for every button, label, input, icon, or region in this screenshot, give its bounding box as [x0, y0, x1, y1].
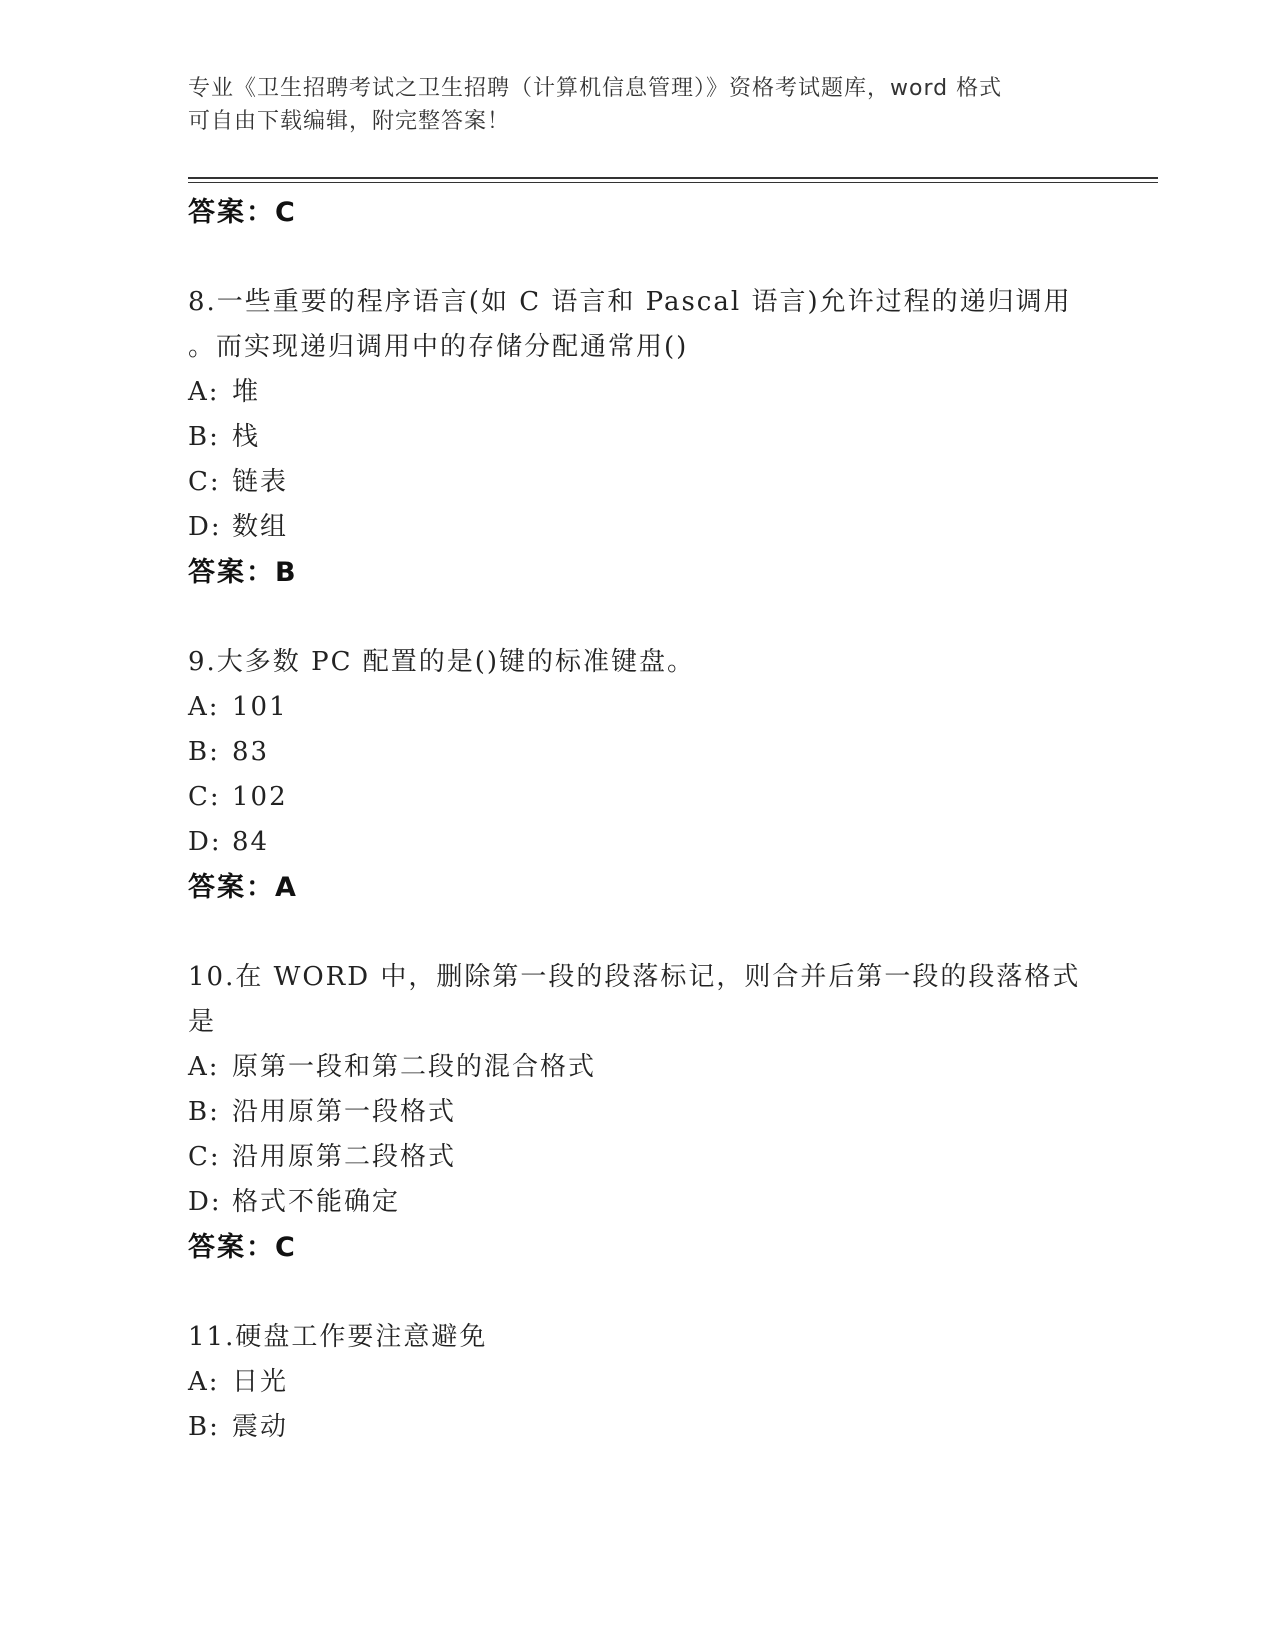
option-text: 原第一段和第二段的混合格式 [232, 1052, 597, 1082]
option-text: 102 [232, 782, 288, 812]
header-line-2: 可自由下载编辑，附完整答案！ [188, 109, 511, 134]
option-text: 格式不能确定 [232, 1187, 401, 1217]
question-stem-line: 是 [188, 1007, 217, 1037]
option-letter: A: [188, 377, 220, 407]
question-list [188, 190, 1088, 1450]
header-divider-thin [188, 182, 1158, 183]
question-stem-line: 9.大多数 PC 配置的是()键的标准键盘。 [188, 647, 696, 677]
question-stem-line: 。而实现递归调用中的存储分配通常用() [188, 332, 689, 362]
option-d [188, 1180, 1088, 1225]
option-letter: A: [188, 1052, 220, 1082]
option-a [188, 370, 1088, 415]
option-text: 栈 [232, 422, 261, 452]
option-letter: D: [188, 1187, 222, 1217]
option-b [188, 1405, 1088, 1450]
answer-10 [188, 1225, 1088, 1271]
question-stem-line: 11.硬盘工作要注意避免 [188, 1322, 488, 1352]
option-b [188, 730, 1088, 775]
option-text: 101 [232, 692, 288, 722]
question-stem [188, 1315, 1088, 1360]
option-letter: B: [188, 1097, 220, 1127]
option-c [188, 1135, 1088, 1180]
option-letter: D: [188, 827, 222, 857]
document-header [188, 72, 1088, 138]
option-letter: B: [188, 1412, 220, 1442]
option-letter: A: [188, 692, 220, 722]
option-text: 日光 [232, 1367, 289, 1397]
question-9 [188, 640, 1088, 911]
answer-value: A [275, 872, 296, 903]
option-text: 数组 [232, 512, 289, 542]
option-letter: A: [188, 1367, 220, 1397]
answer-value: C [275, 1232, 295, 1263]
question-11 [188, 1315, 1088, 1450]
option-text: 链表 [232, 467, 289, 497]
header-line-1: 专业《卫生招聘考试之卫生招聘（计算机信息管理）》资格考试题库，word 格式 [188, 76, 1003, 101]
question-stem [188, 280, 1088, 370]
option-text: 83 [232, 737, 270, 767]
answer-value: B [275, 557, 296, 588]
option-d [188, 820, 1088, 865]
option-c [188, 460, 1088, 505]
option-text: 震动 [232, 1412, 289, 1442]
option-text: 沿用原第一段格式 [232, 1097, 457, 1127]
question-10 [188, 955, 1088, 1271]
answer-value: C [275, 197, 295, 228]
question-stem [188, 640, 1088, 685]
option-a [188, 685, 1088, 730]
option-text: 堆 [232, 377, 261, 407]
option-letter: B: [188, 422, 220, 452]
option-c [188, 775, 1088, 820]
option-letter: B: [188, 737, 220, 767]
answer-7 [188, 190, 1088, 236]
answer-label: 答案： [188, 872, 275, 903]
option-letter: D: [188, 512, 222, 542]
question-8 [188, 280, 1088, 596]
answer-8 [188, 550, 1088, 596]
question-stem-line: 8.一些重要的程序语言(如 C 语言和 Pascal 语言)允许过程的递归调用 [188, 287, 1072, 317]
option-a [188, 1045, 1088, 1090]
option-a [188, 1360, 1088, 1405]
option-b [188, 415, 1088, 460]
option-b [188, 1090, 1088, 1135]
option-text: 84 [232, 827, 270, 857]
question-stem-line: 10.在 WORD 中，删除第一段的段落标记，则合并后第一段的段落格式 [188, 962, 1081, 992]
option-letter: C: [188, 782, 221, 812]
header-divider-thick [188, 177, 1158, 179]
question-stem [188, 955, 1088, 1045]
answer-label: 答案： [188, 557, 275, 588]
option-d [188, 505, 1088, 550]
option-text: 沿用原第二段格式 [232, 1142, 457, 1172]
option-letter: C: [188, 467, 221, 497]
answer-9 [188, 865, 1088, 911]
option-letter: C: [188, 1142, 221, 1172]
answer-label: 答案： [188, 197, 275, 228]
answer-label: 答案： [188, 1232, 275, 1263]
